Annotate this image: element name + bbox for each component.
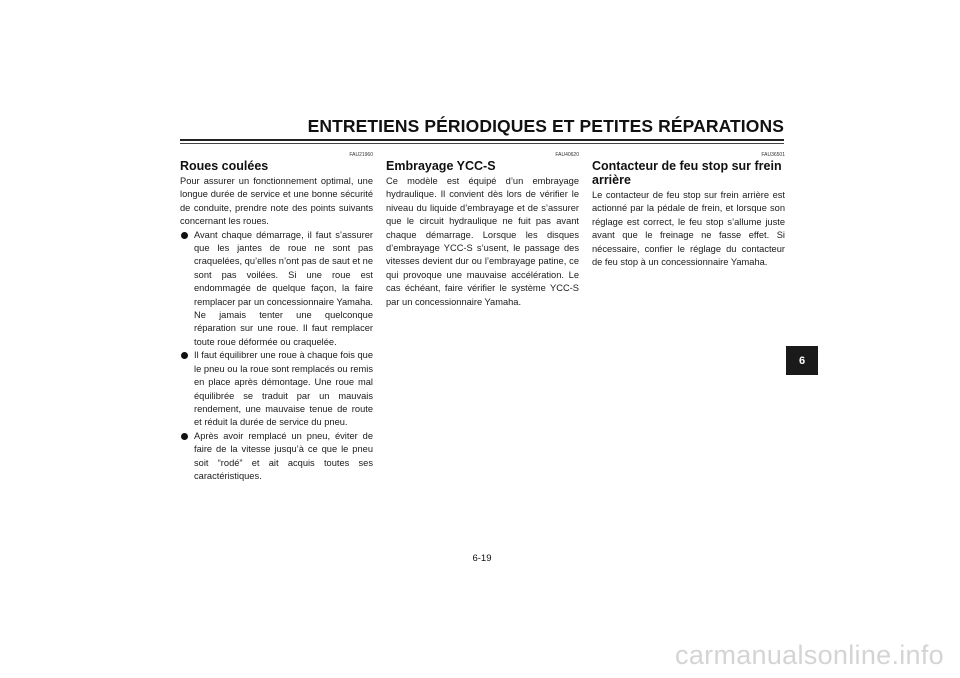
watermark: carmanualsonline.info xyxy=(675,640,944,670)
list-item xyxy=(180,430,373,484)
header-rule-thick xyxy=(180,139,784,141)
list-item-text: Il faut équilibrer une roue à chaque fois que le pneu ou la roue sont remplacés ou remis en place après démontage. Une roue mal équilibrée se traduit par un mauvais rendement, une mauvaise tenue de route et réduit la durée de service du pneu. xyxy=(194,350,373,428)
header-rule-thin xyxy=(180,143,784,144)
bullet-icon xyxy=(181,352,188,359)
bullet-icon xyxy=(181,433,188,440)
section-body-brake-light: Le contacteur de feu stop sur frein arrière est actionné par la pédale de frein, et lorsque son réglage est correct, le feu stop s’allume juste avant que le freinage ne fasse effet. Si nécessaire, confier le réglage du contacteur de feu stop à un concessionnaire Yamaha. xyxy=(592,190,785,268)
wheel-checklist xyxy=(180,229,373,484)
section-code: FAU21960 xyxy=(349,152,373,158)
column-clutch xyxy=(386,152,579,309)
section-intro-wheels: Pour assurer un fonctionnement optimal, une longue durée de service et une bonne sécurité de conduite, prendre note des points suivants concernant les roues. xyxy=(180,176,373,227)
list-item-text: Avant chaque démarrage, il faut s’assurer que les jantes de roue ne sont pas craquelées, qu’elles n’ont pas de saut et ne sont pas voilées. Si une roue est endommagée de quelque façon, la faire remplacer par un concessionnaire Yamaha. Ne jamais tenter une quelconque réparation sur une roue. Il faut remplacer toute roue déformée ou craquelée. xyxy=(194,229,373,347)
chapter-tab: 6 xyxy=(786,346,818,375)
column-brake-light xyxy=(592,152,785,269)
column-wheels xyxy=(180,152,373,483)
page-number: 6-19 xyxy=(472,553,492,564)
section-title-brake-light: Contacteur de feu stop sur frein arrière xyxy=(592,159,782,187)
list-item xyxy=(180,229,373,350)
section-title-wheels: Roues coulées xyxy=(180,159,269,173)
page-header-title: ENTRETIENS PÉRIODIQUES ET PETITES RÉPARATIONS xyxy=(307,116,784,136)
list-item-text: Après avoir remplacé un pneu, éviter de faire de la vitesse jusqu’à ce que le pneu soit “rodé” et ait acquis toutes ses caractéristiques. xyxy=(194,430,373,481)
section-body-clutch: Ce modèle est équipé d’un embrayage hydraulique. Il convient dès lors de vérifier le niveau du liquide d’embrayage et de s’assurer que le circuit hydraulique ne fuit pas avant chaque démarrage. Lorsque les disques d’embrayage YCC-S s’usent, le passage des vitesses devient dur ou l’embrayage patine, ce qui provoque une mauvaise accélération. Le cas échéant, faire vérifier le système YCC-S par un concessionnaire Yamaha. xyxy=(386,176,579,307)
section-code: FAU40620 xyxy=(555,152,579,158)
section-title-clutch: Embrayage YCC-S xyxy=(386,159,496,173)
bullet-icon xyxy=(181,232,188,239)
list-item xyxy=(180,349,373,429)
section-code: FAU36501 xyxy=(761,152,785,158)
